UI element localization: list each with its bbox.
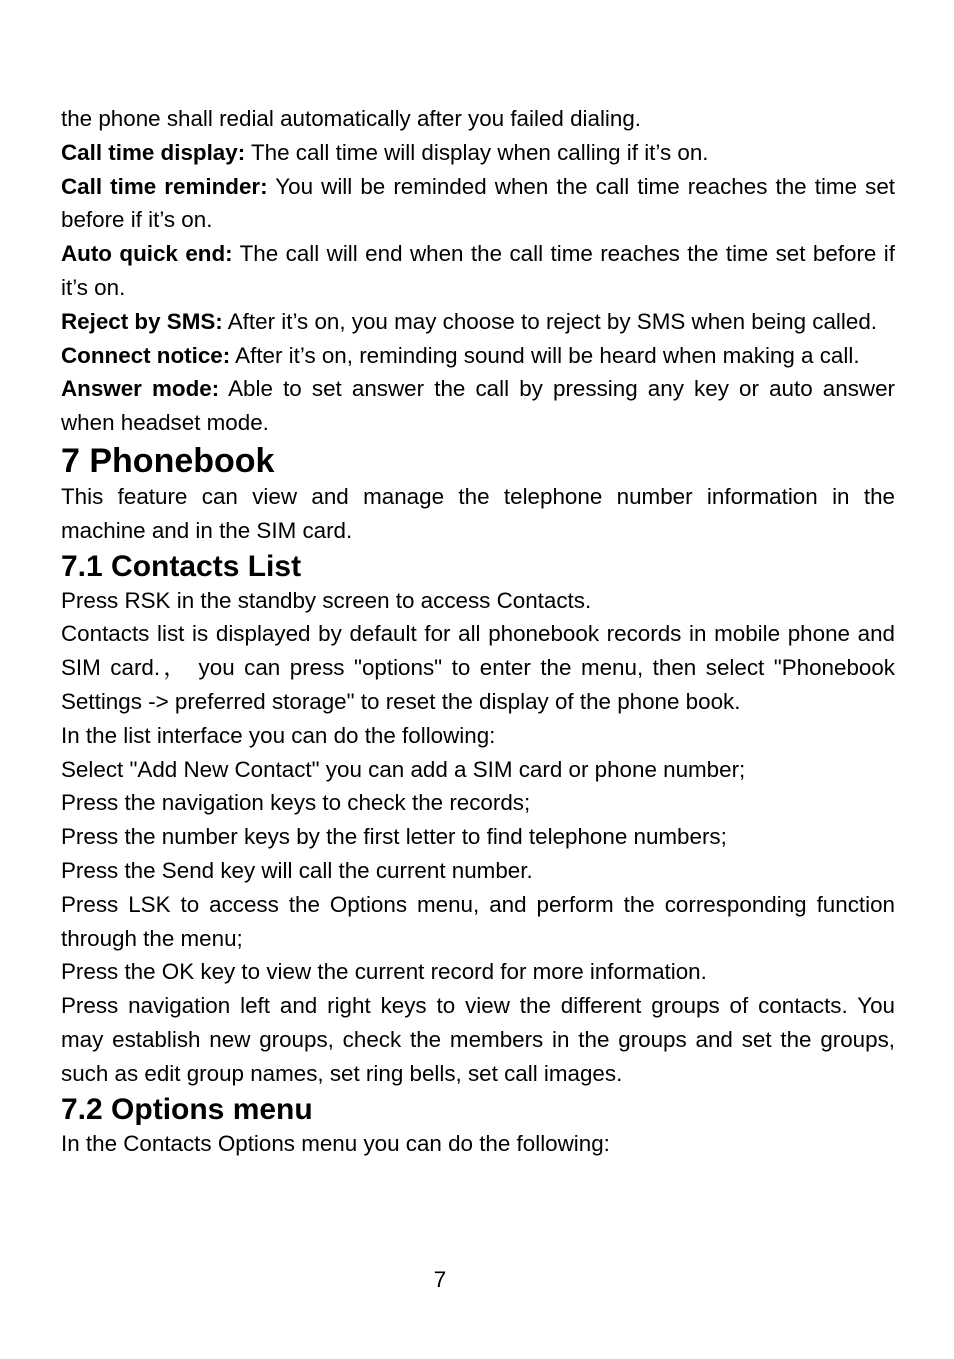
setting-connect-notice bbox=[61, 339, 895, 373]
setting-label: Answer mode: bbox=[61, 376, 220, 402]
contacts-paragraph: In the list interface you can do the following: bbox=[61, 722, 496, 748]
document-page bbox=[61, 102, 895, 1160]
setting-label: Call time display: bbox=[61, 139, 246, 165]
setting-label: Call time reminder: bbox=[61, 173, 268, 199]
setting-text: The call time will display when calling if it’s on. bbox=[245, 139, 709, 165]
options-menu-heading: 7.2 Options menu bbox=[61, 1092, 313, 1126]
setting-answer-mode bbox=[61, 372, 895, 440]
intro-continuation: the phone shall redial automatically after you failed dialing. bbox=[61, 106, 642, 131]
setting-text: The call will end when the call time reaches the time set before if it’s on. bbox=[61, 241, 895, 300]
contacts-paragraph: Press the OK key to view the current record for more information. bbox=[61, 959, 707, 985]
contacts-list-heading: 7.1 Contacts List bbox=[61, 549, 302, 583]
contacts-paragraph: Contacts list is displayed by default for all phonebook records in mobile phone and SIM card.， you can press "options" to enter the menu, then select "Phonebook Settings -> preferred storage" to reset the display of the phone book. bbox=[61, 621, 895, 714]
setting-auto-quick-end bbox=[61, 237, 895, 305]
setting-text: After it’s on, reminding sound will be heard when making a call. bbox=[230, 342, 860, 368]
setting-label: Connect notice: bbox=[61, 342, 231, 368]
phonebook-heading: 7 Phonebook bbox=[61, 441, 275, 480]
setting-label: Reject by SMS: bbox=[61, 308, 223, 334]
contacts-paragraph: Press the Send key will call the current number. bbox=[61, 857, 533, 883]
setting-label: Auto quick end: bbox=[61, 241, 233, 267]
setting-call-time-display bbox=[61, 136, 895, 170]
contacts-paragraph: Press navigation left and right keys to view the different groups of contacts. You may establish new groups, check the members in the groups and set the groups, such as edit group names, set ring bells, set call images. bbox=[61, 993, 895, 1086]
setting-call-time-reminder bbox=[61, 170, 895, 238]
page-number: 7 bbox=[433, 1267, 447, 1292]
setting-reject-by-sms bbox=[61, 305, 895, 339]
phonebook-description: This feature can view and manage the telephone number information in the machine and in the SIM card. bbox=[61, 483, 895, 543]
contacts-paragraph: Press the navigation keys to check the records; bbox=[61, 790, 531, 816]
options-menu-intro: In the Contacts Options menu you can do the following: bbox=[61, 1130, 610, 1156]
contacts-paragraph: Press the number keys by the first letter to find telephone numbers; bbox=[61, 824, 727, 850]
contacts-paragraph: Press LSK to access the Options menu, and perform the corresponding function through the menu; bbox=[61, 891, 895, 951]
setting-text: You will be reminded when the call time reaches the time set before if it’s on. bbox=[61, 173, 895, 233]
contacts-paragraph: Press RSK in the standby screen to access Contacts. bbox=[61, 587, 592, 613]
setting-text: Able to set answer the call by pressing any key or auto answer when headset mode. bbox=[61, 376, 895, 436]
setting-text: After it’s on, you may choose to reject by SMS when being called. bbox=[222, 308, 878, 334]
contacts-paragraph: Select "Add New Contact" you can add a SIM card or phone number; bbox=[61, 756, 746, 782]
